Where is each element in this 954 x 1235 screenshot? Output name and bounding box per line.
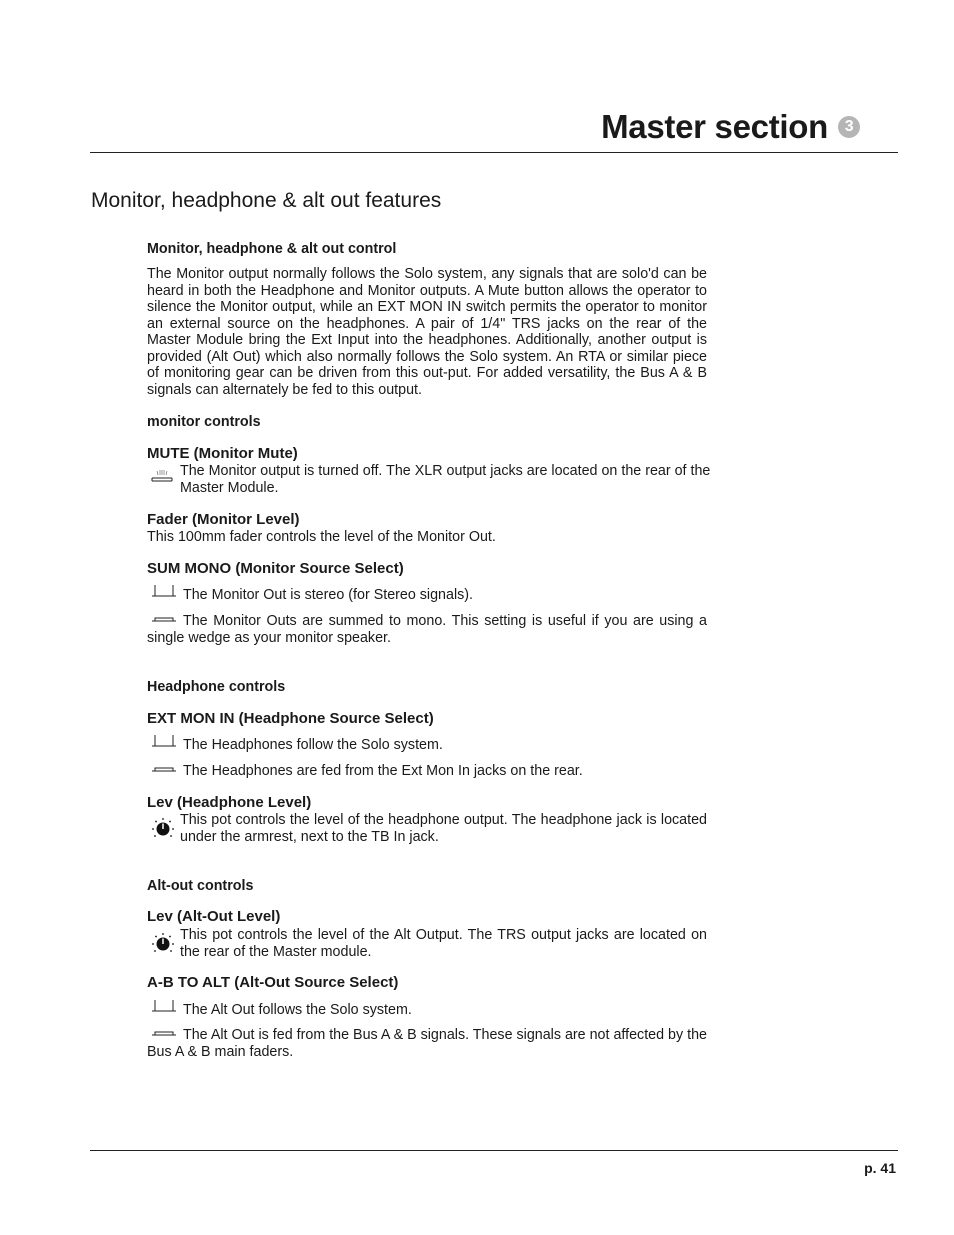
ext-mon-up-item xyxy=(147,737,707,754)
monitor-controls-heading: monitor controls xyxy=(147,414,261,430)
headphone-lev-item xyxy=(147,812,707,845)
switch-down-icon xyxy=(152,617,176,625)
ab-to-alt-down-item xyxy=(147,1027,707,1060)
switch-down-icon xyxy=(152,767,176,775)
ext-mon-down-item xyxy=(147,763,707,780)
knob-icon xyxy=(150,932,176,956)
sum-mono-up-desc: The Monitor Out is stereo (for Stereo signals). xyxy=(183,587,474,603)
knob-icon xyxy=(150,817,176,841)
headphone-lev-title: Lev (Headphone Level) xyxy=(147,794,312,811)
page-number: p. 41 xyxy=(864,1160,896,1176)
ab-to-alt-down-desc: The Alt Out is fed from the Bus A & B signals. These signals are not affected by the Bus A & B main faders. xyxy=(147,1027,707,1060)
switch-up-icon xyxy=(152,734,176,748)
intro-paragraph: The Monitor output normally follows the Solo system, any signals that are solo'd can be heard in both the Headphone and Monitor outputs. A Mute button allows the operator to silence the Monitor output, while an EXT MON IN switch permits the operator to monitor an external source on the headphones. A pair of 1/4" TRS jacks on the rear of the Master Module bring the Ext Input into the headphones. Additionally, another output is provided (Alt Out) which also normally follows the Solo system. An RTA or similar piece of monitoring gear can be driven from this out-put. For added versatility, the Bus A & B signals can alternately be fed to this output. xyxy=(147,266,707,398)
alt-lev-title: Lev (Alt-Out Level) xyxy=(147,908,281,925)
alt-lev-desc: This pot controls the level of the Alt Output. The TRS output jacks are located on the rear of the Master module. xyxy=(180,927,707,960)
chapter-number-badge: 3 xyxy=(838,116,860,138)
switch-up-icon xyxy=(152,584,176,598)
ab-to-alt-title: A-B TO ALT (Alt-Out Source Select) xyxy=(147,974,399,991)
fader-title: Fader (Monitor Level) xyxy=(147,511,300,528)
ext-mon-down-desc: The Headphones are fed from the Ext Mon In jacks on the rear. xyxy=(183,763,583,779)
sum-mono-up-item xyxy=(147,587,707,604)
switch-lit-icon xyxy=(149,468,175,484)
sum-mono-down-item xyxy=(147,613,707,646)
section-heading: Monitor, headphone & alt out features xyxy=(91,189,442,212)
headphone-lev-desc: This pot controls the level of the headphone output. The headphone jack is located under the armrest, next to the TB In jack. xyxy=(180,812,707,845)
ab-to-alt-up-item xyxy=(147,1002,707,1019)
ext-mon-up-desc: The Headphones follow the Solo system. xyxy=(183,737,443,753)
title-divider xyxy=(90,152,898,153)
mute-desc: The Monitor output is turned off. The XLR output jacks are located on the rear of the Master Module. xyxy=(180,463,711,496)
page-title xyxy=(601,108,860,146)
footer-divider xyxy=(90,1150,898,1151)
fader-desc: This 100mm fader controls the level of the Monitor Out. xyxy=(147,529,496,545)
mute-title: MUTE (Monitor Mute) xyxy=(147,445,298,462)
ab-to-alt-up-desc: The Alt Out follows the Solo system. xyxy=(183,1002,412,1018)
sum-mono-down-desc: The Monitor Outs are summed to mono. This setting is useful if you are using a single wedge as your monitor speaker. xyxy=(147,613,707,646)
alt-controls-heading: Alt-out controls xyxy=(147,878,254,894)
ext-mon-title: EXT MON IN (Headphone Source Select) xyxy=(147,710,434,727)
switch-up-icon xyxy=(152,999,176,1013)
alt-lev-item xyxy=(147,927,707,960)
sum-mono-title: SUM MONO (Monitor Source Select) xyxy=(147,560,404,577)
headphone-controls-heading: Headphone controls xyxy=(147,679,286,695)
switch-down-icon xyxy=(152,1031,176,1039)
page-title-text: Master section xyxy=(601,108,828,145)
mute-item xyxy=(147,463,715,496)
intro-heading: Monitor, headphone & alt out control xyxy=(147,241,397,257)
